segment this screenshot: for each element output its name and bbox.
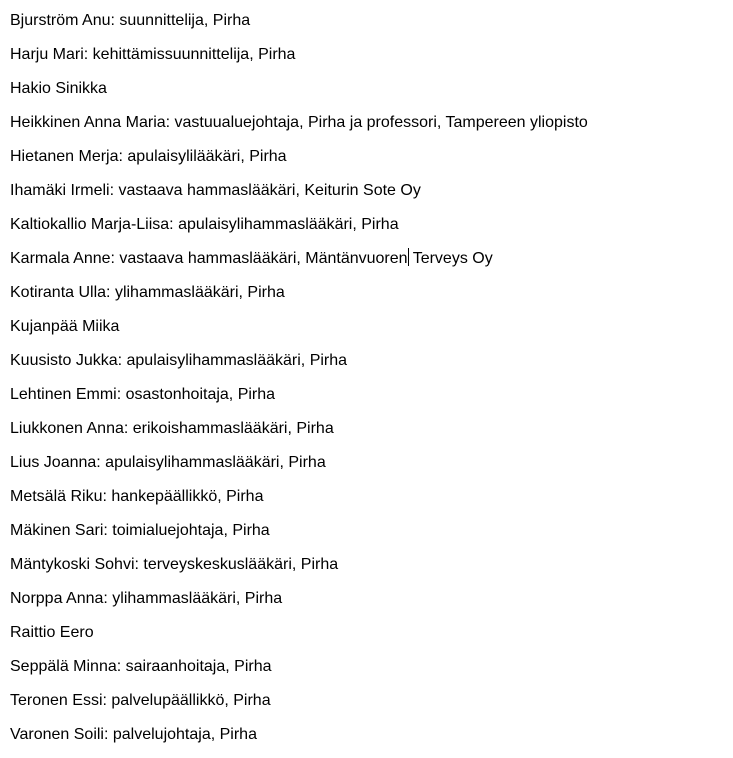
text-after-caret: Terveys Oy [408, 250, 493, 267]
text-line: Hietanen Merja: apulaisylilääkäri, Pirha [10, 148, 287, 165]
text-before-caret: Karmala Anne: vastaava hammaslääkäri, Mäntänvuoren [10, 250, 408, 267]
text-line: Kujanpää Miika [10, 318, 120, 335]
text-line: Lehtinen Emmi: osastonhoitaja, Pirha [10, 386, 276, 403]
text-line-with-caret [10, 248, 725, 282]
text-line: Varonen Soili: palvelujohtaja, Pirha [10, 726, 257, 743]
text-line: Hakio Sinikka [10, 80, 107, 97]
text-line: Bjurström Anu: suunnittelija, Pirha [10, 12, 251, 29]
text-line: Kuusisto Jukka: apulaisylihammaslääkäri, Pirha [10, 352, 348, 369]
text-line: Lius Joanna: apulaisylihammaslääkäri, Pirha [10, 454, 326, 471]
text-line: Mäntykoski Sohvi: terveyskeskuslääkäri, Pirha [10, 556, 339, 573]
text-line: Ihamäki Irmeli: vastaava hammaslääkäri, Keiturin Sote Oy [10, 182, 421, 199]
text-line: Heikkinen Anna Maria: vastuualuejohtaja, Pirha ja professori, Tampereen yliopisto [10, 114, 588, 131]
text-line: Teronen Essi: palvelupäällikkö, Pirha [10, 692, 271, 709]
text-line: Harju Mari: kehittämissuunnittelija, Pirha [10, 46, 296, 63]
document-body[interactable] [10, 10, 725, 758]
text-line: Kotiranta Ulla: ylihammaslääkäri, Pirha [10, 284, 285, 301]
text-line: Kaltiokallio Marja-Liisa: apulaisylihammaslääkäri, Pirha [10, 216, 399, 233]
text-line: Seppälä Minna: sairaanhoitaja, Pirha [10, 658, 272, 675]
text-line: Mäkinen Sari: toimialuejohtaja, Pirha [10, 522, 270, 539]
text-line: Liukkonen Anna: erikoishammaslääkäri, Pirha [10, 420, 334, 437]
text-line: Metsälä Riku: hankepäällikkö, Pirha [10, 488, 264, 505]
text-line: Raittio Eero [10, 624, 94, 641]
text-line: Norppa Anna: ylihammaslääkäri, Pirha [10, 590, 283, 607]
